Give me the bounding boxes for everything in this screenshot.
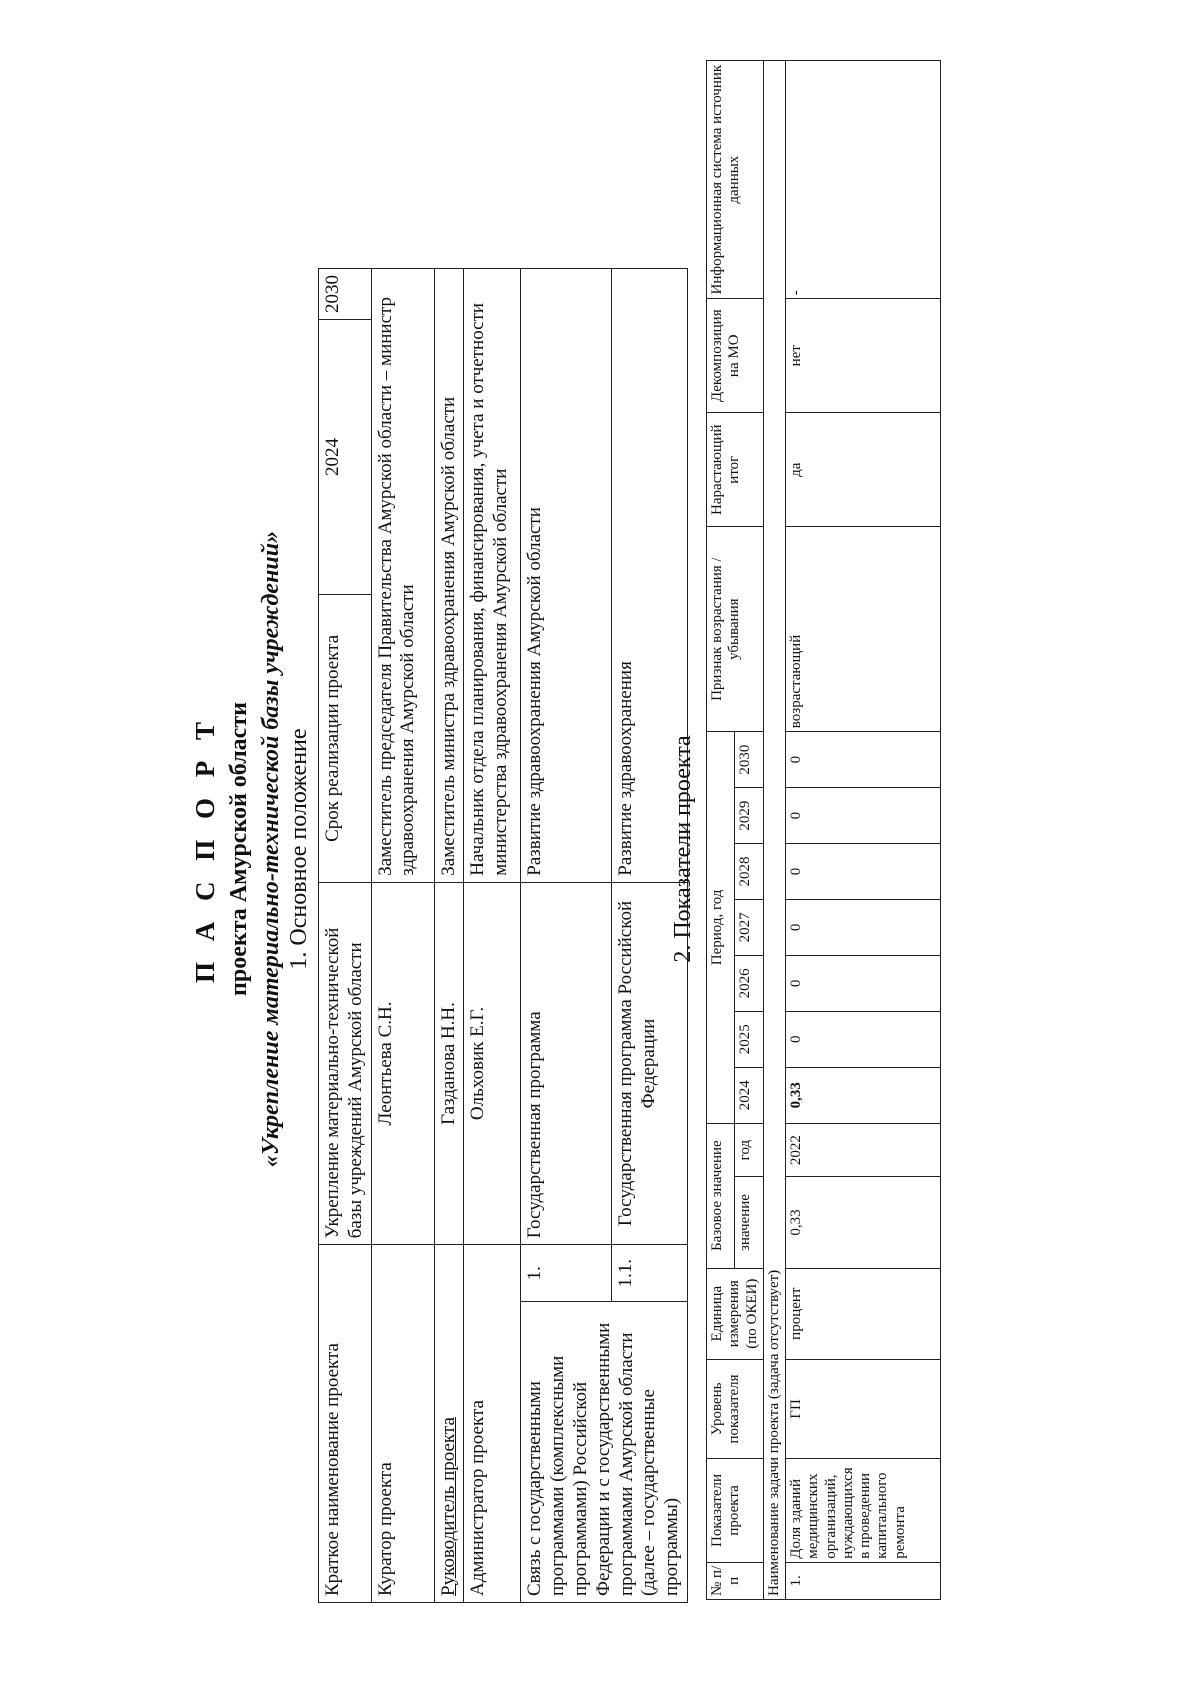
row-value: 0,33 bbox=[786, 1067, 941, 1123]
period-start: 2024 bbox=[319, 320, 372, 595]
row-indicator: Доля зданий медицинских организаций, нуждающихся в проведении капитального ремонта bbox=[786, 1459, 941, 1563]
row-base-value: 0,33 bbox=[786, 1177, 941, 1268]
row-info-system: - bbox=[786, 61, 941, 299]
admin-label: Администратор проекта bbox=[464, 1245, 521, 1603]
table-row bbox=[319, 269, 372, 1603]
row-value: 0 bbox=[786, 899, 941, 955]
table-row bbox=[521, 269, 612, 1603]
head-name: Газданова Н.Н. bbox=[434, 882, 464, 1245]
row-value: 0 bbox=[786, 844, 941, 900]
col-year: 2029 bbox=[735, 788, 763, 844]
table-row bbox=[464, 269, 521, 1603]
curator-label: Куратор проекта bbox=[371, 1245, 434, 1603]
head-position: Заместитель министра здравоохранения Амурской области bbox=[434, 269, 464, 883]
row-sign: возрастающий bbox=[786, 527, 941, 732]
col-num: № п/п bbox=[707, 1562, 764, 1599]
admin-position: Начальник отдела планирования, финансирования, учета и отчетности министерства здравоохранения Амурской области bbox=[464, 269, 521, 883]
period-label: Срок реализации проекта bbox=[319, 594, 372, 882]
col-year: 2030 bbox=[735, 732, 763, 788]
admin-name: Ольховик Е.Г. bbox=[464, 882, 521, 1245]
col-base-year: год bbox=[735, 1123, 763, 1177]
row-decomposition: нет bbox=[786, 299, 941, 413]
col-sign: Признак возрастания / убывания bbox=[707, 527, 764, 732]
link-num: 1. bbox=[521, 1245, 612, 1302]
col-year: 2028 bbox=[735, 844, 763, 900]
row-value: 0 bbox=[786, 732, 941, 788]
col-year: 2025 bbox=[735, 1011, 763, 1067]
col-indicator: Показатели проекта bbox=[707, 1459, 764, 1563]
links-label: Связь с государственными программами (комплексными программами) Российской Федерации и с государственными программами Амурской области (далее – государственные программы) bbox=[521, 1302, 688, 1603]
row-unit: процент bbox=[786, 1268, 941, 1359]
col-cumulative: Нарастающий итог bbox=[707, 413, 764, 527]
table-row bbox=[434, 269, 464, 1603]
row-num: 1. bbox=[786, 1562, 941, 1599]
col-decomposition: Декомпозиция на МО bbox=[707, 299, 764, 413]
link-value: Развитие здравоохранения bbox=[611, 269, 687, 883]
period-end: 2030 bbox=[319, 269, 372, 320]
document-subtitle: проекта Амурской области bbox=[226, 702, 252, 996]
table-row bbox=[371, 269, 434, 1603]
project-name: «Укрепление материально-технической базы учреждений» bbox=[258, 530, 284, 1168]
table-header-row bbox=[707, 61, 735, 1600]
short-name-value: Укрепление материально-технической базы учреждений Амурской области bbox=[319, 882, 372, 1245]
col-year: 2024 bbox=[735, 1067, 763, 1123]
section1-heading: 1. Основное положение bbox=[286, 728, 312, 970]
curator-name: Леонтьева С.Н. bbox=[371, 882, 434, 1245]
col-period: Период, год bbox=[707, 732, 735, 1123]
document-title: П А С П О Р Т bbox=[190, 715, 220, 984]
table-row bbox=[786, 61, 941, 1600]
col-year: 2027 bbox=[735, 899, 763, 955]
row-value: 0 bbox=[786, 1011, 941, 1067]
col-unit: Единица измерения (по ОКЕИ) bbox=[707, 1268, 764, 1359]
col-level: Уровень показателя bbox=[707, 1359, 764, 1458]
col-info-system: Информационная система источник данных bbox=[707, 61, 764, 299]
col-year: 2026 bbox=[735, 955, 763, 1011]
curator-position: Заместитель председателя Правительства Амурской области – министр здравоохранения Амурской области bbox=[371, 269, 434, 883]
link-num: 1.1. bbox=[611, 1245, 687, 1302]
main-info-table bbox=[318, 268, 688, 1603]
task-row bbox=[763, 61, 785, 1600]
task-name: Наименование задачи проекта (задача отсутствует) bbox=[763, 61, 785, 1600]
section2-heading: 2. Показатели проекта bbox=[670, 735, 696, 963]
col-base: Базовое значение bbox=[707, 1123, 735, 1268]
col-base-value: значение bbox=[735, 1177, 763, 1268]
short-name-label: Краткое наименование проекта bbox=[319, 1245, 372, 1603]
row-base-year: 2022 bbox=[786, 1123, 941, 1177]
head-label: Руководитель проекта bbox=[434, 1245, 464, 1603]
indicators-table bbox=[706, 60, 941, 1600]
link-type: Государственная программа Российской Федерации bbox=[611, 882, 687, 1245]
row-level: ГП bbox=[786, 1359, 941, 1458]
row-value: 0 bbox=[786, 788, 941, 844]
link-type: Государственная программа bbox=[521, 882, 612, 1245]
row-value: 0 bbox=[786, 955, 941, 1011]
link-value: Развитие здравоохранения Амурской области bbox=[521, 269, 612, 883]
row-cumulative: да bbox=[786, 413, 941, 527]
